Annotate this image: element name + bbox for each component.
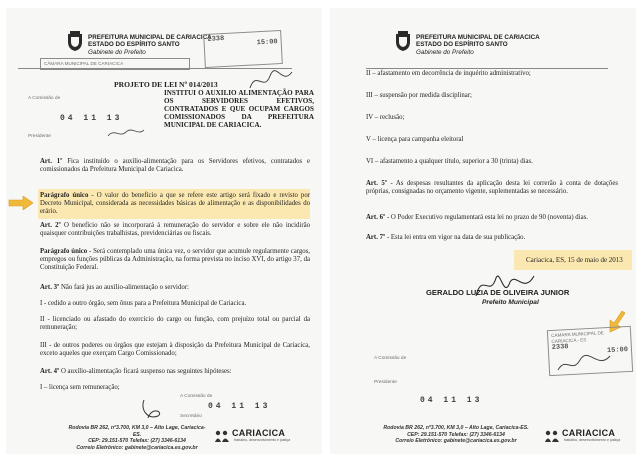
letterhead-line3: Gabinete do Prefeito [88, 48, 146, 56]
inciso-3: III - de outros poderes ou órgãos que estejam à disposição da Prefeitura Municipal de Cariacica, exceto aqueles que exerçam Cargo Comissionado; [40, 342, 310, 357]
date-stamp: 04 11 13 [60, 114, 123, 123]
footer-line2: CEP: 29.151-570 Telefax: (27) 3346-6134 [407, 431, 505, 438]
letterhead-text [416, 34, 540, 56]
logo-tagline: trabalho, desenvolvimento e justiça [234, 438, 291, 442]
inciso-1: I - cedido a outro órgão, sem ônus para a Prefeitura Municipal de Cariacica. [40, 300, 247, 307]
right-page [330, 8, 636, 454]
footer-line1: Rodovia BR 262, nº3.700, KM 3,0 – Alto Lage, Cariacica-ES. [383, 425, 529, 431]
protocol-number: 2338 [207, 34, 225, 44]
paragraph-2-text: - Será contemplado uma única vez, o servidor que acumule regularmente cargos, empregos ou funções públicas da Administração, na forma prevista no inciso XVI, do artigo 37, da Constituição Federal. [40, 248, 310, 271]
signing-date: Cariacica, ES, 15 de maio de 2013 [526, 256, 623, 264]
article-2-label: Art. 2º [40, 222, 61, 229]
logo-wordmark: CARIACICA [232, 428, 286, 438]
article-3-label: Art. 3º [40, 284, 60, 291]
coat-of-arms-icon [394, 30, 412, 52]
footer-line2: CEP: 29.151-570 Telefax: (27) 3346-6134 [88, 438, 186, 445]
page-footer [6, 422, 322, 450]
letterhead-line2: ESTADO DO ESPÍRITO SANTO [88, 41, 180, 49]
footer-line1: Rodovia BR 262, nº3.700, KM 3,0 – Alto Lage, Cariacica-ES. [68, 425, 206, 438]
bottom-stamp-text: A Comissão de [374, 356, 407, 361]
logo-wordmark: CARIACICA [562, 428, 616, 438]
paragraph-2-label: Parágrafo único [40, 248, 88, 255]
letterhead [330, 28, 636, 72]
item-5: V – licença para campanha eleitoral [366, 136, 464, 143]
protocol-stamp [203, 30, 283, 68]
letterhead-line1: PREFEITURA MUNICIPAL DE CARIACICA [416, 34, 540, 41]
article-3-text: Não fará jus ao auxílio-alimentação o servidor: [60, 284, 189, 291]
article-7-text: - Esta lei entra em vigor na data de sua publicação. [386, 234, 526, 241]
commission-stamp-text: A Comissão de [28, 96, 61, 101]
article-7-label: Art. 7º [366, 234, 386, 241]
article-5-text: - As despesas resultantes da aplicação desta lei correrão à conta de dotações próprias, consignadas no orçamento vigente, suplementadas se necessário. [366, 180, 618, 195]
paragraph-unico [40, 192, 310, 215]
article-4-label: Art. 4º [40, 368, 60, 375]
city-logo-icon [544, 429, 560, 443]
logo-tagline: trabalho, desenvolvimento e justiça [564, 438, 621, 442]
article-4-text: O auxílio-alimentação ficará suspenso nas seguintes hipóteses: [60, 368, 232, 375]
arrow-right-icon [8, 196, 34, 210]
item-2: II – afastamento em decorrência de inquérito administrativo; [366, 70, 531, 77]
document-title: PROJETO DE LEI Nº 014/2013 [114, 80, 218, 89]
paragraph-2 [40, 248, 310, 271]
left-page [6, 8, 322, 454]
paragraph-unico-text: - O valor do benefício a que se refere este artigo será fixado e revisto por Decreto Municipal, considerada as necessidades básicas de alimentação e as disponibilidades do erário. [40, 192, 310, 215]
letterhead-line1: PREFEITURA MUNICIPAL DE CARIACICA [88, 34, 212, 41]
bottom-stamp-text: A Comissão de [180, 394, 213, 399]
signature-mark [138, 396, 168, 424]
article-2-text: O benefício não se incorporará à remuneração do servidor e sobre ele não incidirão quaisquer contribuições trabalhistas, previdenciárias ou fiscais. [40, 222, 310, 237]
letterhead-line2: ESTADO DO ESPÍRITO SANTO [416, 41, 508, 49]
letterhead-text [88, 34, 212, 56]
article-1-text: Fica instituído o auxílio-alimentação para os Servidores efetivos, contratados e comissionados da Prefeitura Municipal de Cariacica. [40, 158, 311, 173]
article-6 [366, 214, 618, 222]
article-7 [366, 234, 618, 242]
city-logo-icon [214, 429, 230, 443]
protocol-time: 15:00 [256, 38, 278, 48]
commission-stamp-role: Presidente [28, 134, 51, 139]
article-3 [40, 284, 310, 292]
footer-address [372, 425, 540, 445]
cariacica-logo [544, 426, 622, 446]
item-3: III – suspensão por medida disciplinar; [366, 92, 472, 99]
article-6-text: - O Poder Executivo regulamentará esta lei no prazo de 90 (noventa) dias. [386, 214, 588, 221]
article-6-label: Art. 6º [366, 214, 386, 221]
inciso-2: II - licenciado ou afastado do exercício do cargo ou função, com prejuízo total ou parcial da remuneração; [40, 316, 310, 331]
header-divider [366, 68, 608, 69]
camara-stamp: CÂMARA MUNICIPAL DE CARIACICA [40, 58, 190, 70]
item-4: IV – reclusão; [366, 114, 405, 121]
article-4 [40, 368, 310, 376]
article-1 [40, 158, 310, 174]
letterhead-line3: Gabinete do Prefeito [416, 48, 474, 56]
item-6: VI – afastamento a qualquer título, superior a 30 (trinta) dias. [366, 158, 533, 165]
bottom-stamp-role: Presidente [374, 380, 397, 385]
article-5 [366, 180, 618, 196]
paragraph-unico-label: Parágrafo único [40, 192, 89, 199]
footer-address [66, 425, 208, 451]
inciso-i: I – licença sem remuneração; [40, 384, 120, 391]
signature-mark [554, 352, 614, 376]
signer-name: GERALDO LUZIA DE OLIVEIRA JUNIOR [426, 288, 570, 297]
page-footer [330, 422, 636, 450]
protocol-stamp-title: CAMARA MUNICIPAL DE CARIACICA - ES [551, 330, 605, 345]
article-5-label: Art. 5º [366, 180, 388, 187]
cariacica-logo [214, 426, 292, 446]
law-summary: INSTITUI O AUXILIO ALIMENTAÇÃO PARA OS SERVIDORES EFETIVOS, CONTRATADOS E QUE OCUPAM CARGOS COMISSIONADOS DA PREFEITURA MUNICIPAL DE CARIACICA. [164, 89, 314, 129]
protocol-number: 2338 [551, 343, 569, 352]
signer-role: Prefeito Municipal [482, 299, 539, 306]
bottom-date-stamp: 04 11 13 [420, 396, 483, 405]
footer-line3: Correio Eletrônico: gabinete@cariacica.es.gov.br [395, 438, 517, 445]
coat-of-arms-icon [66, 30, 84, 52]
signature-mark [106, 126, 146, 140]
bottom-date-stamp: 04 11 13 [208, 402, 271, 411]
protocol-time: 15:00 [606, 346, 629, 356]
bottom-stamp-role: Secretário [180, 414, 202, 419]
article-1-label: Art. 1º [40, 158, 63, 165]
article-2 [40, 222, 310, 238]
footer-line3: Correio Eletrônico: gabinete@cariacica.es.gov.br [76, 444, 198, 451]
